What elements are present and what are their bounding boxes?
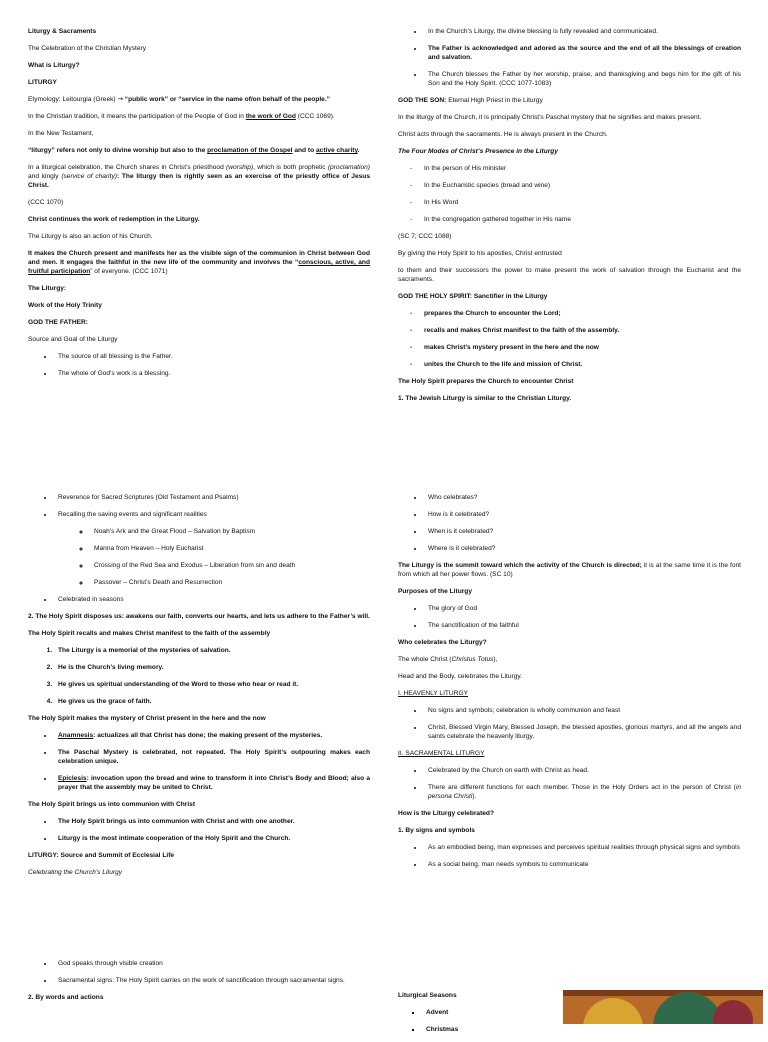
tradition-paragraph: In the Christian tradition, it means the participation of the People of God in the work of God (CCC 1069). (28, 113, 335, 120)
list-item: • The Church blesses the Father by her worship, praise, and thanksgiving and begs him for the gift of his Son and the Holy Spirit. (CCC 1077-1083) (424, 70, 741, 88)
purposes-list (398, 604, 741, 630)
spirit-list (398, 309, 741, 369)
who-celebrates-heading: Who celebrates the Liturgy? (398, 639, 487, 646)
list-item: ◦ Manna from Heaven – Holy Eucharist (90, 544, 370, 553)
source-and-goal: Source and Goal of the Liturgy (28, 336, 118, 343)
purposes-heading: Purposes of the Liturgy (398, 588, 473, 595)
list-item: • How is it celebrated? (424, 510, 741, 519)
to-them-paragraph: to them and their successors the power to make present the work of salvation through the Eucharist and the sacraments. (398, 267, 741, 283)
list-item: - In the Eucharistic species (bread and wine) (410, 181, 741, 190)
list-item: • Liturgy is the most intimate cooperation of the Holy Spirit and the Church. (54, 834, 370, 843)
list-item: - recalls and makes Christ manifest to the faith of the assembly. (410, 326, 741, 335)
list-item: • The Father is acknowledged and adored as the source and the end of all the blessings of creation and salvation. (424, 44, 741, 62)
sacramental-list (398, 766, 741, 801)
arrow-right-icon: → (117, 95, 123, 103)
spirit-communion: The Holy Spirit brings us into communion with Christ (28, 801, 196, 808)
list-item: - In the congregation gathered together in His name (410, 215, 741, 224)
recalls-list (28, 646, 370, 706)
column-right-mid (398, 493, 741, 877)
spirit-prepares: The Holy Spirit prepares the Church to encounter Christ (398, 378, 574, 385)
list-item: ▪ Advent (422, 1008, 558, 1017)
spirit-disposes: 2. The Holy Spirit disposes us: awakens our faith, converts our hearts, and lets us adhere to the Father’s will. (28, 613, 370, 620)
communion-list (28, 817, 370, 843)
list-item: • Epiclesis: invocation upon the bread and wine to transform it into Christ’s Body and Blood; also a prayer that the assembly may be united to Christ. (54, 774, 370, 792)
list-item: • Celebrated by the Church on earth with Christ as head. (424, 766, 741, 775)
questions-list (398, 493, 741, 553)
jewish-list (28, 493, 370, 519)
list-item: • Reverence for Sacred Scriptures (Old Testament and Psalms) (54, 493, 370, 502)
the-liturgy-heading: The Liturgy: (28, 285, 67, 292)
column-right-bottom (398, 991, 558, 1042)
column-right-top (398, 27, 741, 411)
celebrating-heading: Celebrating the Church’s Liturgy (28, 869, 123, 876)
list-item: • Sacramental signs: The Holy Spirit carries on the work of sanctification through sacramental signs. (54, 976, 370, 985)
list-item: • The Holy Spirit brings us into communion with Christ and with one another. (54, 817, 370, 826)
list-item: - makes Christ’s mystery present in the here and the now (410, 343, 741, 352)
list-item: • When is it celebrated? (424, 527, 741, 536)
work-of-trinity: Work of the Holy Trinity (28, 302, 102, 309)
spirit-makes-mystery: The Holy Spirit makes the mystery of Christ present in the here and the now (28, 715, 266, 722)
father-list (28, 352, 370, 378)
list-item: • Celebrated in seasons (54, 595, 370, 604)
list-item: • Recalling the saving events and significant realities (54, 510, 370, 519)
summit-paragraph: The Liturgy is the summit toward which the activity of the Church is directed; it is at the same time it is the font from which all her power flows. (SC 10) (398, 562, 741, 578)
list-item: 2. He is the Church’s living memory. (54, 663, 370, 672)
list-item: 1. The Liturgy is a memorial of the mysteries of salvation. (54, 646, 370, 655)
signs-heading: 1. By signs and symbols (398, 827, 475, 834)
list-item: • The sanctification of the faithful (424, 621, 741, 630)
mystery-list (28, 731, 370, 792)
head-and-body: Head and the Body, celebrates the Liturgy. (398, 673, 523, 680)
heavenly-list (398, 706, 741, 741)
column-left-top (28, 27, 370, 386)
christ-continues: Christ continues the work of redemption in the Liturgy. (28, 216, 200, 223)
modes-list (398, 164, 741, 224)
god-the-holy-spirit-heading: GOD THE HOLY SPIRIT: Sanctifier in the Liturgy (398, 293, 548, 300)
list-item: • The source of all blessing is the Father. (54, 352, 370, 361)
list-item: - In the person of His minister (410, 164, 741, 173)
liturgical-seasons-heading: Liturgical Seasons (398, 992, 457, 999)
ccc-1070: (CCC 1070) (28, 199, 64, 206)
words-actions-heading: 2. By words and actions (28, 994, 104, 1001)
god-the-father-heading: GOD THE FATHER: (28, 319, 88, 326)
heavenly-liturgy-heading: I. HEAVENLY LITURGY (398, 690, 468, 697)
list-item: 3. He gives us spiritual understanding of the Word to those who hear or read it. (54, 680, 370, 689)
list-item: • There are different functions for each member. Those in the Holy Orders act in the person of Christ (in persona Christi). (424, 783, 741, 801)
doc-subtitle: The Celebration of the Christian Mystery (28, 45, 147, 52)
list-item: ◦ Crossing of the Red Sea and Exodus – Liberation from sin and death (90, 561, 370, 570)
sc7-ref: (SC 7; CCC 1088) (398, 233, 452, 240)
list-item: ◦ Noah’s Ark and the Great Flood – Salvation by Baptism (90, 527, 370, 536)
spirit-recalls: The Holy Spirit recalls and makes Christ manifest to the faith of the assembly (28, 630, 271, 637)
list-item: • God speaks through visible creation (54, 959, 370, 968)
list-item: • The whole of God’s work is a blessing. (54, 369, 370, 378)
whole-christ: The whole Christ (Christus Totus), (398, 656, 498, 663)
celebration-paragraph: In a liturgical celebration, the Church shares in Christ’s priesthood (worship), which is both prophetic (proclamation) and kingly (service of charity): The liturgy then is rightly seen as an exercise of the priestly office of Jesus Christ. (28, 164, 370, 189)
liturgical-calendar-image (563, 990, 763, 1024)
heading-liturgy: LITURGY (28, 79, 57, 86)
liturgy-action: The Liturgy is also an action of his Church. (28, 233, 153, 240)
seasons-items-list (398, 1008, 558, 1034)
etymology-paragraph: Etymology: Leitourgia (Greek) → “public work” or “service in the name of/on behalf of the people.” (28, 95, 330, 103)
list-item: • Anamnesis: actualizes all that Christ has done; the making present of the mysteries. (54, 731, 370, 740)
saving-events-list (28, 527, 370, 587)
source-summit-heading: LITURGY: Source and Summit of Ecclesial Life (28, 852, 175, 859)
list-item: - In His Word (410, 198, 741, 207)
makes-church-present: It makes the Church present and manifests her as the visible sign of the communion in Christ between God and men. It engages the faithful in the new life of the community and involves the “conscious, active, and fruitful participation” of everyone. (CCC 1071) (28, 250, 370, 275)
list-item: • Christ, Blessed Virgin Mary, Blessed Joseph, the blessed apostles, glorious martyrs, and all the angels and saints celebrate the heavenly liturgy. (424, 723, 741, 741)
how-celebrated-heading: How is the Liturgy celebrated? (398, 810, 494, 817)
god-the-son-heading: GOD THE SON: Eternal High Priest in the Liturgy (398, 97, 543, 104)
list-item: • As a social being, man needs symbols to communicate (424, 860, 741, 869)
list-item: - prepares the Church to encounter the Lord; (410, 309, 741, 318)
seasons-list (28, 595, 370, 604)
list-item: • Who celebrates? (424, 493, 741, 502)
sacramental-liturgy-heading: II. SACRAMENTAL LITURGY (398, 750, 485, 757)
new-testament-text: In the New Testament, (28, 130, 94, 137)
four-modes-heading: The Four Modes of Christ’s Presence in the Liturgy (398, 148, 558, 155)
jewish-liturgy: 1. The Jewish Liturgy is similar to the Christian Liturgy. (398, 395, 572, 402)
doc-title: Liturgy & Sacraments (28, 28, 97, 35)
signs-list (398, 843, 741, 869)
list-item: • In the Church’s Liturgy, the divine blessing is fully revealed and communicated. (424, 27, 741, 36)
list-item: • The Paschal Mystery is celebrated, not repeated. The Holy Spirit’s outpouring makes each celebration unique. (54, 748, 370, 766)
blessing-list (398, 27, 741, 88)
list-item: 4. He gives us the grace of faith. (54, 697, 370, 706)
list-item: • No signs and symbols; celebration is wholly communion and feast (424, 706, 741, 715)
column-left-bottom (28, 959, 370, 1010)
list-item: • Where is it celebrated? (424, 544, 741, 553)
creation-list (28, 959, 370, 985)
list-item: • The glory of God (424, 604, 741, 613)
giving-spirit: By giving the Holy Spirit to his apostles, Christ entrusted (398, 250, 562, 257)
christ-acts: Christ acts through the sacraments. He is always present in the Church. (398, 131, 608, 138)
list-item: • As an embodied being, man expresses and perceives spiritual realities through physical signs and symbols (424, 843, 741, 852)
list-item: - unites the Church to the life and mission of Christ. (410, 360, 741, 369)
heading-what-is-liturgy: What is Liturgy? (28, 62, 80, 69)
list-item: ◦ Passover – Christ’s Death and Resurrection (90, 578, 370, 587)
list-item: ▪ Christmas (422, 1025, 558, 1034)
liturgy-refers-paragraph: “liturgy” refers not only to divine worship but also to the proclamation of the Gospel and to active charity. (28, 147, 360, 154)
column-left-mid (28, 493, 370, 885)
paschal-paragraph: In the liturgy of the Church, it is principally Christ’s Paschal mystery that he signifies and makes present. (398, 114, 702, 121)
